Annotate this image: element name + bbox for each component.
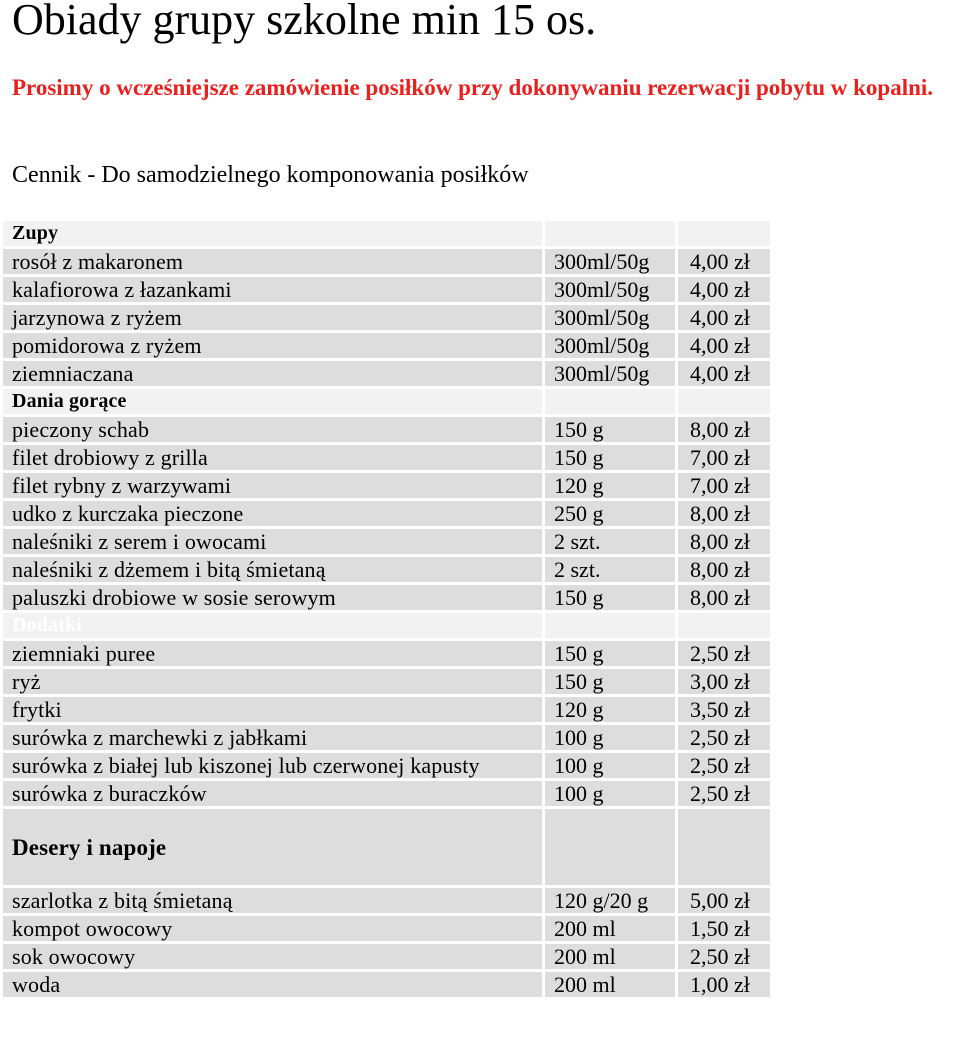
section-heading: Dodatki <box>3 613 542 638</box>
item-name: pomidorowa z ryżem <box>3 333 542 358</box>
item-portion: 300ml/50g <box>545 249 675 274</box>
item-portion: 100 g <box>545 753 675 778</box>
section-empty-cell <box>678 221 770 246</box>
item-price: 8,00 zł <box>678 585 770 610</box>
item-portion: 200 ml <box>545 916 675 941</box>
section-empty-cell <box>678 613 770 638</box>
item-name: kalafiorowa z łazankami <box>3 277 542 302</box>
table-row <box>3 916 770 941</box>
item-name: frytki <box>3 697 542 722</box>
table-row <box>3 277 770 302</box>
item-price: 1,00 zł <box>678 972 770 997</box>
item-portion: 120 g/20 g <box>545 888 675 913</box>
item-price: 1,50 zł <box>678 916 770 941</box>
item-price: 8,00 zł <box>678 557 770 582</box>
table-row <box>3 501 770 526</box>
item-name: szarlotka z bitą śmietaną <box>3 888 542 913</box>
table-row <box>3 417 770 442</box>
section-empty-cell <box>678 809 770 885</box>
table-row <box>3 944 770 969</box>
item-name: naleśniki z serem i owocami <box>3 529 542 554</box>
item-price: 4,00 zł <box>678 277 770 302</box>
item-name: pieczony schab <box>3 417 542 442</box>
section-empty-cell <box>545 809 675 885</box>
table-row <box>3 529 770 554</box>
item-portion: 300ml/50g <box>545 333 675 358</box>
item-portion: 150 g <box>545 445 675 470</box>
item-portion: 200 ml <box>545 972 675 997</box>
item-portion: 300ml/50g <box>545 305 675 330</box>
section-empty-cell <box>545 613 675 638</box>
item-price: 2,50 zł <box>678 753 770 778</box>
table-row <box>3 781 770 806</box>
item-name: ziemniaki puree <box>3 641 542 666</box>
item-portion: 150 g <box>545 669 675 694</box>
item-price: 2,50 zł <box>678 725 770 750</box>
item-price: 4,00 zł <box>678 249 770 274</box>
item-portion: 150 g <box>545 585 675 610</box>
table-row <box>3 557 770 582</box>
item-name: kompot owocowy <box>3 916 542 941</box>
item-portion: 2 szt. <box>545 529 675 554</box>
table-row <box>3 305 770 330</box>
item-name: filet drobiowy z grilla <box>3 445 542 470</box>
section-empty-cell <box>678 389 770 414</box>
price-table-body <box>3 221 770 997</box>
section-empty-cell <box>545 389 675 414</box>
table-row <box>3 249 770 274</box>
section-empty-cell <box>545 221 675 246</box>
item-portion: 150 g <box>545 417 675 442</box>
price-list-subtitle: Cennik - Do samodzielnego komponowania posiłków <box>12 162 529 188</box>
item-price: 4,00 zł <box>678 361 770 386</box>
item-name: ziemniaczana <box>3 361 542 386</box>
item-price: 2,50 zł <box>678 781 770 806</box>
item-portion: 2 szt. <box>545 557 675 582</box>
item-price: 3,50 zł <box>678 697 770 722</box>
item-name: filet rybny z warzywami <box>3 473 542 498</box>
table-row <box>3 697 770 722</box>
item-name: surówka z buraczków <box>3 781 542 806</box>
item-price: 2,50 zł <box>678 944 770 969</box>
item-portion: 200 ml <box>545 944 675 969</box>
item-price: 7,00 zł <box>678 473 770 498</box>
table-row <box>3 585 770 610</box>
reservation-notice: Prosimy o wcześniejsze zamówienie posiłków przy dokonywaniu rezerwacji pobytu w kopalni. <box>12 75 934 100</box>
section-heading: Dania gorące <box>3 389 542 414</box>
item-portion: 300ml/50g <box>545 277 675 302</box>
item-name: rosół z makaronem <box>3 249 542 274</box>
item-price: 4,00 zł <box>678 333 770 358</box>
table-row <box>3 473 770 498</box>
item-name: sok owocowy <box>3 944 542 969</box>
table-row <box>3 333 770 358</box>
price-table <box>0 218 773 1000</box>
item-price: 8,00 zł <box>678 501 770 526</box>
item-price: 3,00 zł <box>678 669 770 694</box>
item-name: surówka z marchewki z jabłkami <box>3 725 542 750</box>
item-price: 8,00 zł <box>678 417 770 442</box>
item-name: ryż <box>3 669 542 694</box>
table-row <box>3 445 770 470</box>
table-row <box>3 669 770 694</box>
item-portion: 300ml/50g <box>545 361 675 386</box>
section-heading: Desery i napoje <box>3 809 542 885</box>
table-row <box>3 725 770 750</box>
item-name: naleśniki z dżemem i bitą śmietaną <box>3 557 542 582</box>
table-row <box>3 753 770 778</box>
item-price: 7,00 zł <box>678 445 770 470</box>
item-name: woda <box>3 972 542 997</box>
section-header-row <box>3 809 770 885</box>
page-title: Obiady grupy szkolne min 15 os. <box>12 0 597 44</box>
item-portion: 100 g <box>545 725 675 750</box>
item-portion: 250 g <box>545 501 675 526</box>
item-name: jarzynowa z ryżem <box>3 305 542 330</box>
table-row <box>3 641 770 666</box>
item-portion: 150 g <box>545 641 675 666</box>
item-name: paluszki drobiowe w sosie serowym <box>3 585 542 610</box>
item-name: udko z kurczaka pieczone <box>3 501 542 526</box>
item-portion: 100 g <box>545 781 675 806</box>
section-header-row <box>3 613 770 638</box>
section-header-row <box>3 221 770 246</box>
table-row <box>3 361 770 386</box>
item-price: 2,50 zł <box>678 641 770 666</box>
item-price: 8,00 zł <box>678 529 770 554</box>
section-heading: Zupy <box>3 221 542 246</box>
table-row <box>3 888 770 913</box>
item-name: surówka z białej lub kiszonej lub czerwonej kapusty <box>3 753 542 778</box>
section-header-row <box>3 389 770 414</box>
item-portion: 120 g <box>545 697 675 722</box>
item-price: 5,00 zł <box>678 888 770 913</box>
table-row <box>3 972 770 997</box>
item-price: 4,00 zł <box>678 305 770 330</box>
item-portion: 120 g <box>545 473 675 498</box>
